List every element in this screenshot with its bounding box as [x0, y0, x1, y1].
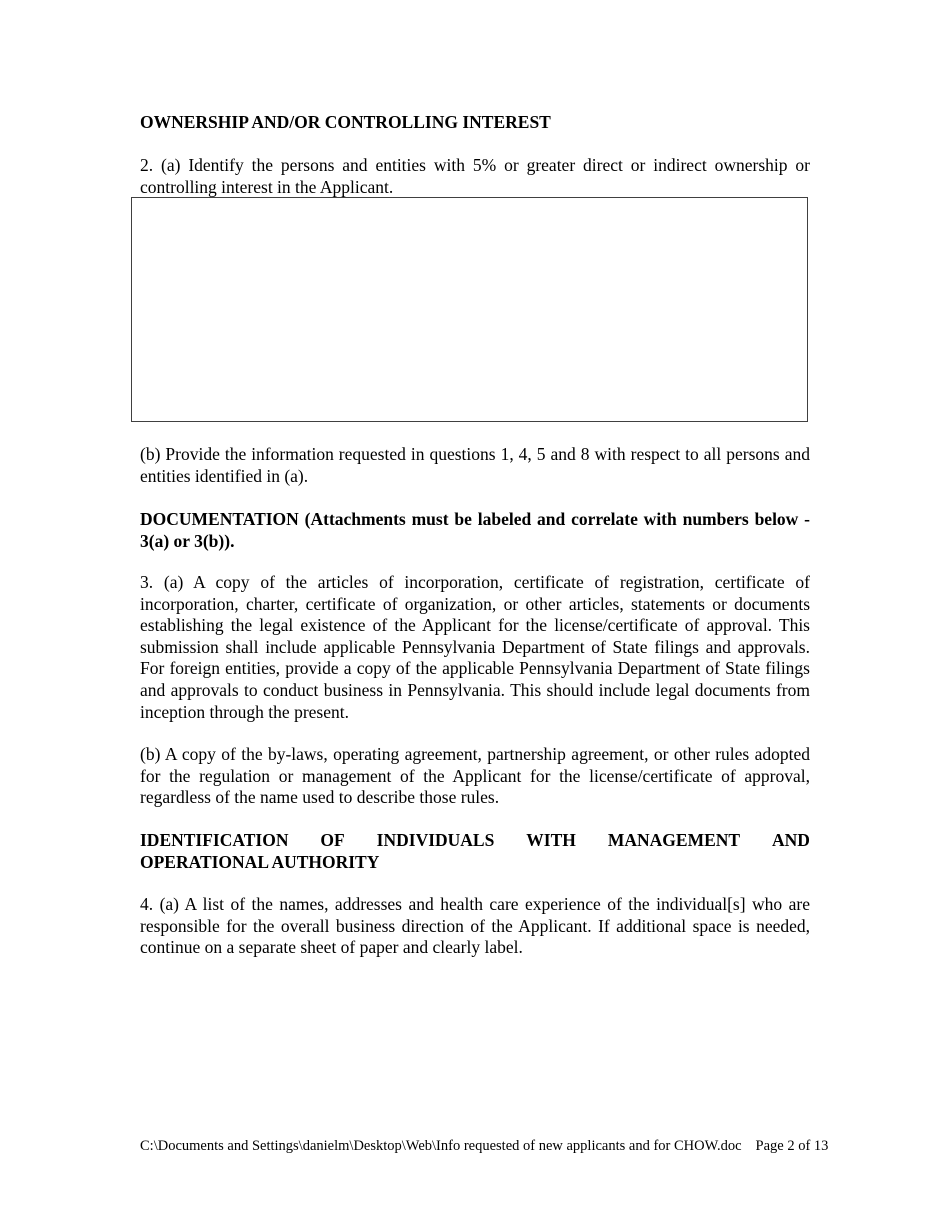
heading-word: INDIVIDUALS	[376, 830, 495, 850]
heading-word: AND	[772, 830, 810, 850]
question-2b-text: (b) Provide the information requested in questions 1, 4, 5 and 8 with respect to all persons and entities identified in (a).	[140, 444, 810, 486]
heading-word: MANAGEMENT	[607, 830, 741, 850]
question-2a-text: 2. (a) Identify the persons and entities with 5% or greater direct or indirect ownership or controlling interest in the Applicant.	[140, 155, 810, 197]
question-3a-text: 3. (a) A copy of the articles of incorporation, certificate of registration, certificate of incorporation, charter, certificate of organization, or other articles, statements or documents establishing the legal existence of the Applicant for the license/certificate of approval. This submission shall include applicable Pennsylvania Department of State filings and approvals. For foreign entities, provide a copy of the applicable Pennsylvania Department of State filings and approvals to conduct business in Pennsylvania. This should include legal documents from inception through the present.	[140, 572, 810, 722]
question-4a-text: 4. (a) A list of the names, addresses and health care experience of the individual[s] who are responsible for the overall business direction of the Applicant. If additional space is needed, continue on a separate sheet of paper and clearly label.	[140, 894, 810, 958]
heading-word: WITH	[526, 830, 576, 850]
ownership-heading: OWNERSHIP AND/OR CONTROLLING INTEREST	[140, 112, 551, 132]
documentation-heading: DOCUMENTATION (Attachments must be labeled and correlate with numbers below - 3(a) or 3(b)).	[140, 509, 810, 551]
ownership-answer-box[interactable]	[131, 197, 808, 422]
identification-heading-line2: OPERATIONAL AUTHORITY	[140, 851, 380, 872]
identification-heading-line1	[140, 830, 810, 852]
identification-heading	[140, 830, 810, 873]
footer-page-number: Page 2 of 13	[755, 1138, 829, 1154]
heading-word: OF	[320, 830, 345, 850]
heading-word: IDENTIFICATION	[140, 830, 289, 850]
page-footer	[140, 1137, 885, 1155]
footer-file-path: C:\Documents and Settings\danielm\Desktop\Web\Info requested of new applicants and for CHOW.doc	[140, 1138, 742, 1154]
question-3b-text: (b) A copy of the by-laws, operating agreement, partnership agreement, or other rules adopted for the regulation or management of the Applicant for the license/certificate of approval, regardless of the name used to describe those rules.	[140, 744, 810, 808]
